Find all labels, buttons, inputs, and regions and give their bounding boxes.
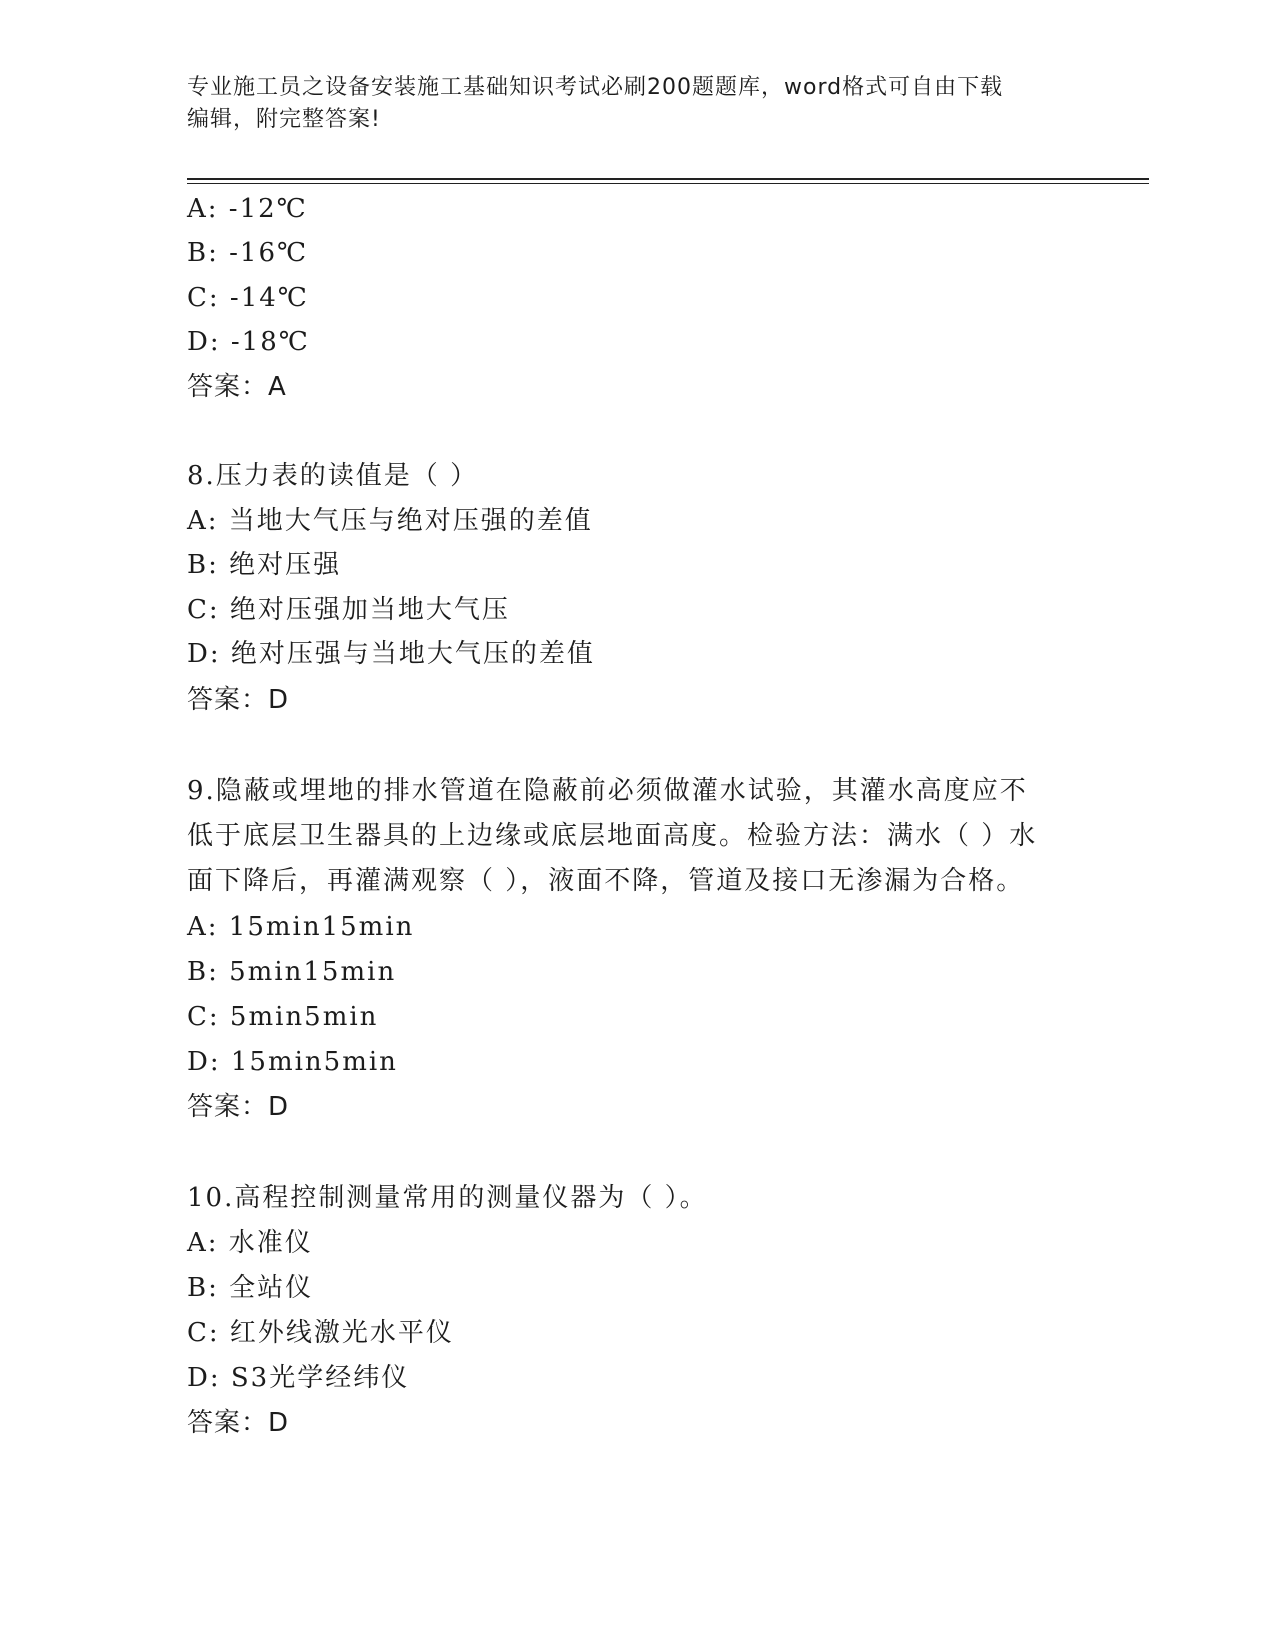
question-stem-line-1: 9.隐蔽或埋地的排水管道在隐蔽前必须做灌水试验，其灌水高度应不	[187, 776, 1028, 806]
option-d: D: S3光学经纬仪	[187, 1363, 410, 1393]
option-b: B: 5min15min	[187, 957, 397, 987]
header-title-line-2: 编辑，附完整答案!	[187, 107, 381, 132]
option-a: A: 水准仪	[187, 1228, 313, 1258]
answer-label: 答案：D	[187, 1092, 290, 1122]
option-a: A: -12℃	[187, 194, 308, 224]
document-header	[187, 72, 1067, 136]
answer-label: 答案：D	[187, 685, 290, 715]
header-title-line-1: 专业施工员之设备安装施工基础知识考试必刷200题题库，word格式可自由下载	[187, 75, 1004, 100]
question-stem: 8.压力表的读值是（ ）	[187, 461, 479, 491]
option-c: C: -14℃	[187, 283, 309, 313]
question-stem-line-3: 面下降后，再灌满观察（ ），液面不降，管道及接口无渗漏为合格。	[187, 866, 1025, 896]
option-a: A: 当地大气压与绝对压强的差值	[187, 506, 593, 536]
answer-label: 答案：A	[187, 372, 287, 402]
option-c: C: 绝对压强加当地大气压	[187, 595, 510, 625]
option-d: D: -18℃	[187, 327, 310, 357]
header-divider-thin	[187, 183, 1149, 184]
option-a: A: 15min15min	[187, 912, 415, 942]
header-divider	[187, 178, 1149, 180]
option-d: D: 15min5min	[187, 1047, 398, 1077]
option-b: B: -16℃	[187, 238, 309, 268]
option-b: B: 全站仪	[187, 1273, 314, 1303]
question-stem-line-2: 低于底层卫生器具的上边缘或底层地面高度。检验方法：满水（ ）水	[187, 821, 1038, 851]
option-c: C: 红外线激光水平仪	[187, 1318, 454, 1348]
option-d: D: 绝对压强与当地大气压的差值	[187, 639, 595, 669]
question-stem: 10.高程控制测量常用的测量仪器为（ ）。	[187, 1183, 708, 1213]
answer-label: 答案：D	[187, 1408, 290, 1438]
option-b: B: 绝对压强	[187, 550, 342, 580]
option-c: C: 5min5min	[187, 1002, 379, 1032]
